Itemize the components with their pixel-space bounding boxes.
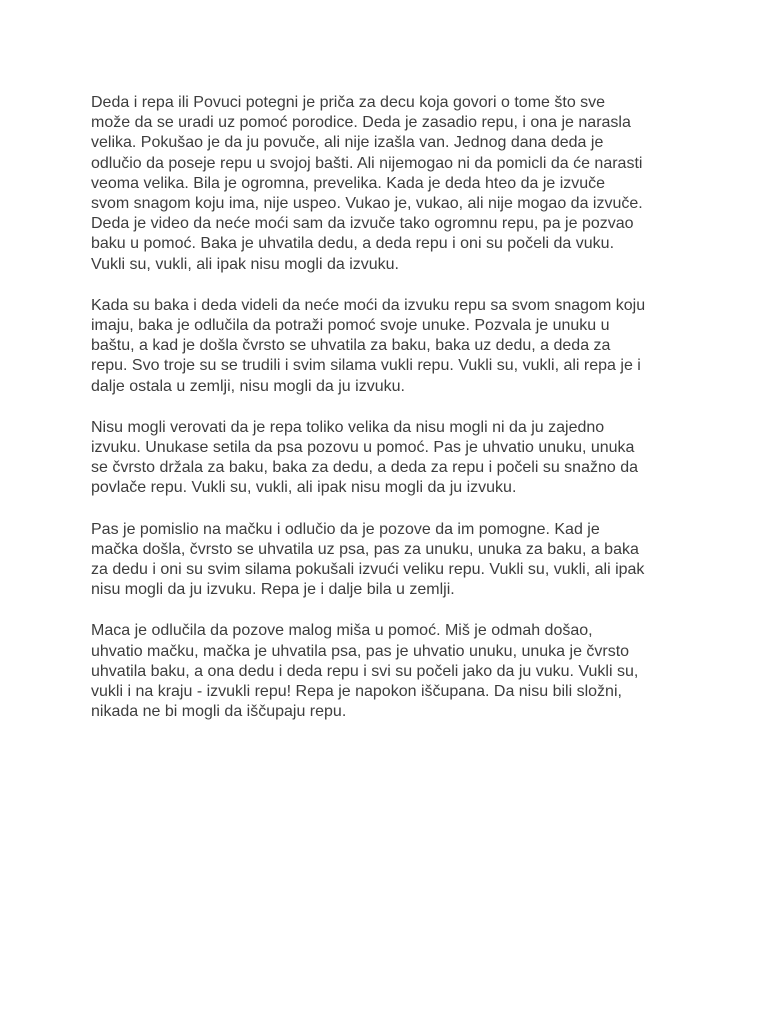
text-line: Maca je odlučila da pozove malog miša u pomoć. Miš je odmah došao, — [91, 622, 593, 640]
text-line: veoma velika. Bila je ogromna, prevelika. Kada je deda hteo da je izvuče — [91, 174, 606, 192]
text-line: Deda i repa ili Povuci potegni je priča za decu koja govori o tome što sve — [91, 94, 606, 111]
text-line: se čvrsto držala za baku, baka za dedu, a deda za repu i počeli su snažno da — [91, 459, 639, 477]
text-line: Nisu mogli verovati da je repa toliko velika da nisu mogli ni da ju zajedno — [91, 418, 605, 436]
text-line: velika. Pokušao je da ju povuče, ali nije izašla van. Jednog dana deda je — [91, 134, 604, 152]
document-body — [91, 93, 691, 743]
text-line: Pas je pomislio na mačku i odlučio da je pozove da im pomogne. Kad je — [91, 520, 600, 538]
paragraph-4 — [91, 520, 691, 601]
text-line: povlače repu. Vukli su, vukli, ali ipak nisu mogli da ju izvuku. — [91, 479, 517, 497]
text-line: vukli i na kraju - izvukli repu! Repa je napokon iščupana. Da nisu bili složni, — [91, 683, 622, 701]
text-line: uhvatila baku, a ona dedu i deda repu i svi su počeli jako da ju vuku. Vukli su, — [91, 662, 639, 680]
text-line: nisu mogli da ju izvuku. Repa je i dalje bila u zemlji. — [91, 581, 455, 599]
text-line: nikada ne bi mogli da iščupaju repu. — [91, 703, 347, 721]
paragraph-2 — [91, 296, 691, 397]
text-line: odlučio da poseje repu u svojoj bašti. Ali nijemogao ni da pomicli da će narasti — [91, 154, 643, 172]
text-line: za dedu i oni su svim silama pokušali izvući veliku repu. Vukli su, vukli, ali ipak — [91, 561, 645, 579]
paragraph-3 — [91, 418, 691, 499]
text-line: svom snagom koju ima, nije uspeo. Vukao je, vukao, ali nije mogao da izvuče. — [91, 195, 643, 213]
text-line: repu. Svo troje su se trudili i svim silama vukli repu. Vukli su, vukli, ali repa je i — [91, 357, 641, 375]
paragraph-1 — [91, 93, 691, 275]
text-line: Kada su baka i deda videli da neće moći da izvuku repu sa svom snagom koju — [91, 296, 646, 314]
text-line: dalje ostala u zemlji, nisu mogli da ju izvuku. — [91, 377, 405, 395]
text-line: uhvatio mačku, mačka je uhvatila psa, pas je uhvatio unuku, unuka je čvrsto — [91, 642, 630, 660]
text-line: baku u pomoć. Baka je uhvatila dedu, a deda repu i oni su počeli da vuku. — [91, 235, 615, 253]
text-line: Deda je video da neće moći sam da izvuče tako ogromnu repu, pa je pozvao — [91, 215, 634, 233]
text-line: Vukli su, vukli, ali ipak nisu mogli da izvuku. — [91, 255, 399, 273]
text-line: baštu, a kad je došla čvrsto se uhvatila za baku, baka uz dedu, a deda za — [91, 337, 611, 355]
text-line: imaju, baka je odlučila da potraži pomoć svoje unuke. Pozvala je unuku u — [91, 317, 610, 335]
text-line: izvuku. Unukase setila da psa pozovu u pomoć. Pas je uhvatio unuku, unuka — [91, 439, 635, 457]
paragraph-5 — [91, 621, 691, 722]
text-line: mačka došla, čvrsto se uhvatila uz psa, pas za unuku, unuka za baku, a baka — [91, 540, 639, 558]
text-line: može da se uradi uz pomoć porodice. Deda je zasadio repu, i ona je narasla — [91, 114, 631, 132]
